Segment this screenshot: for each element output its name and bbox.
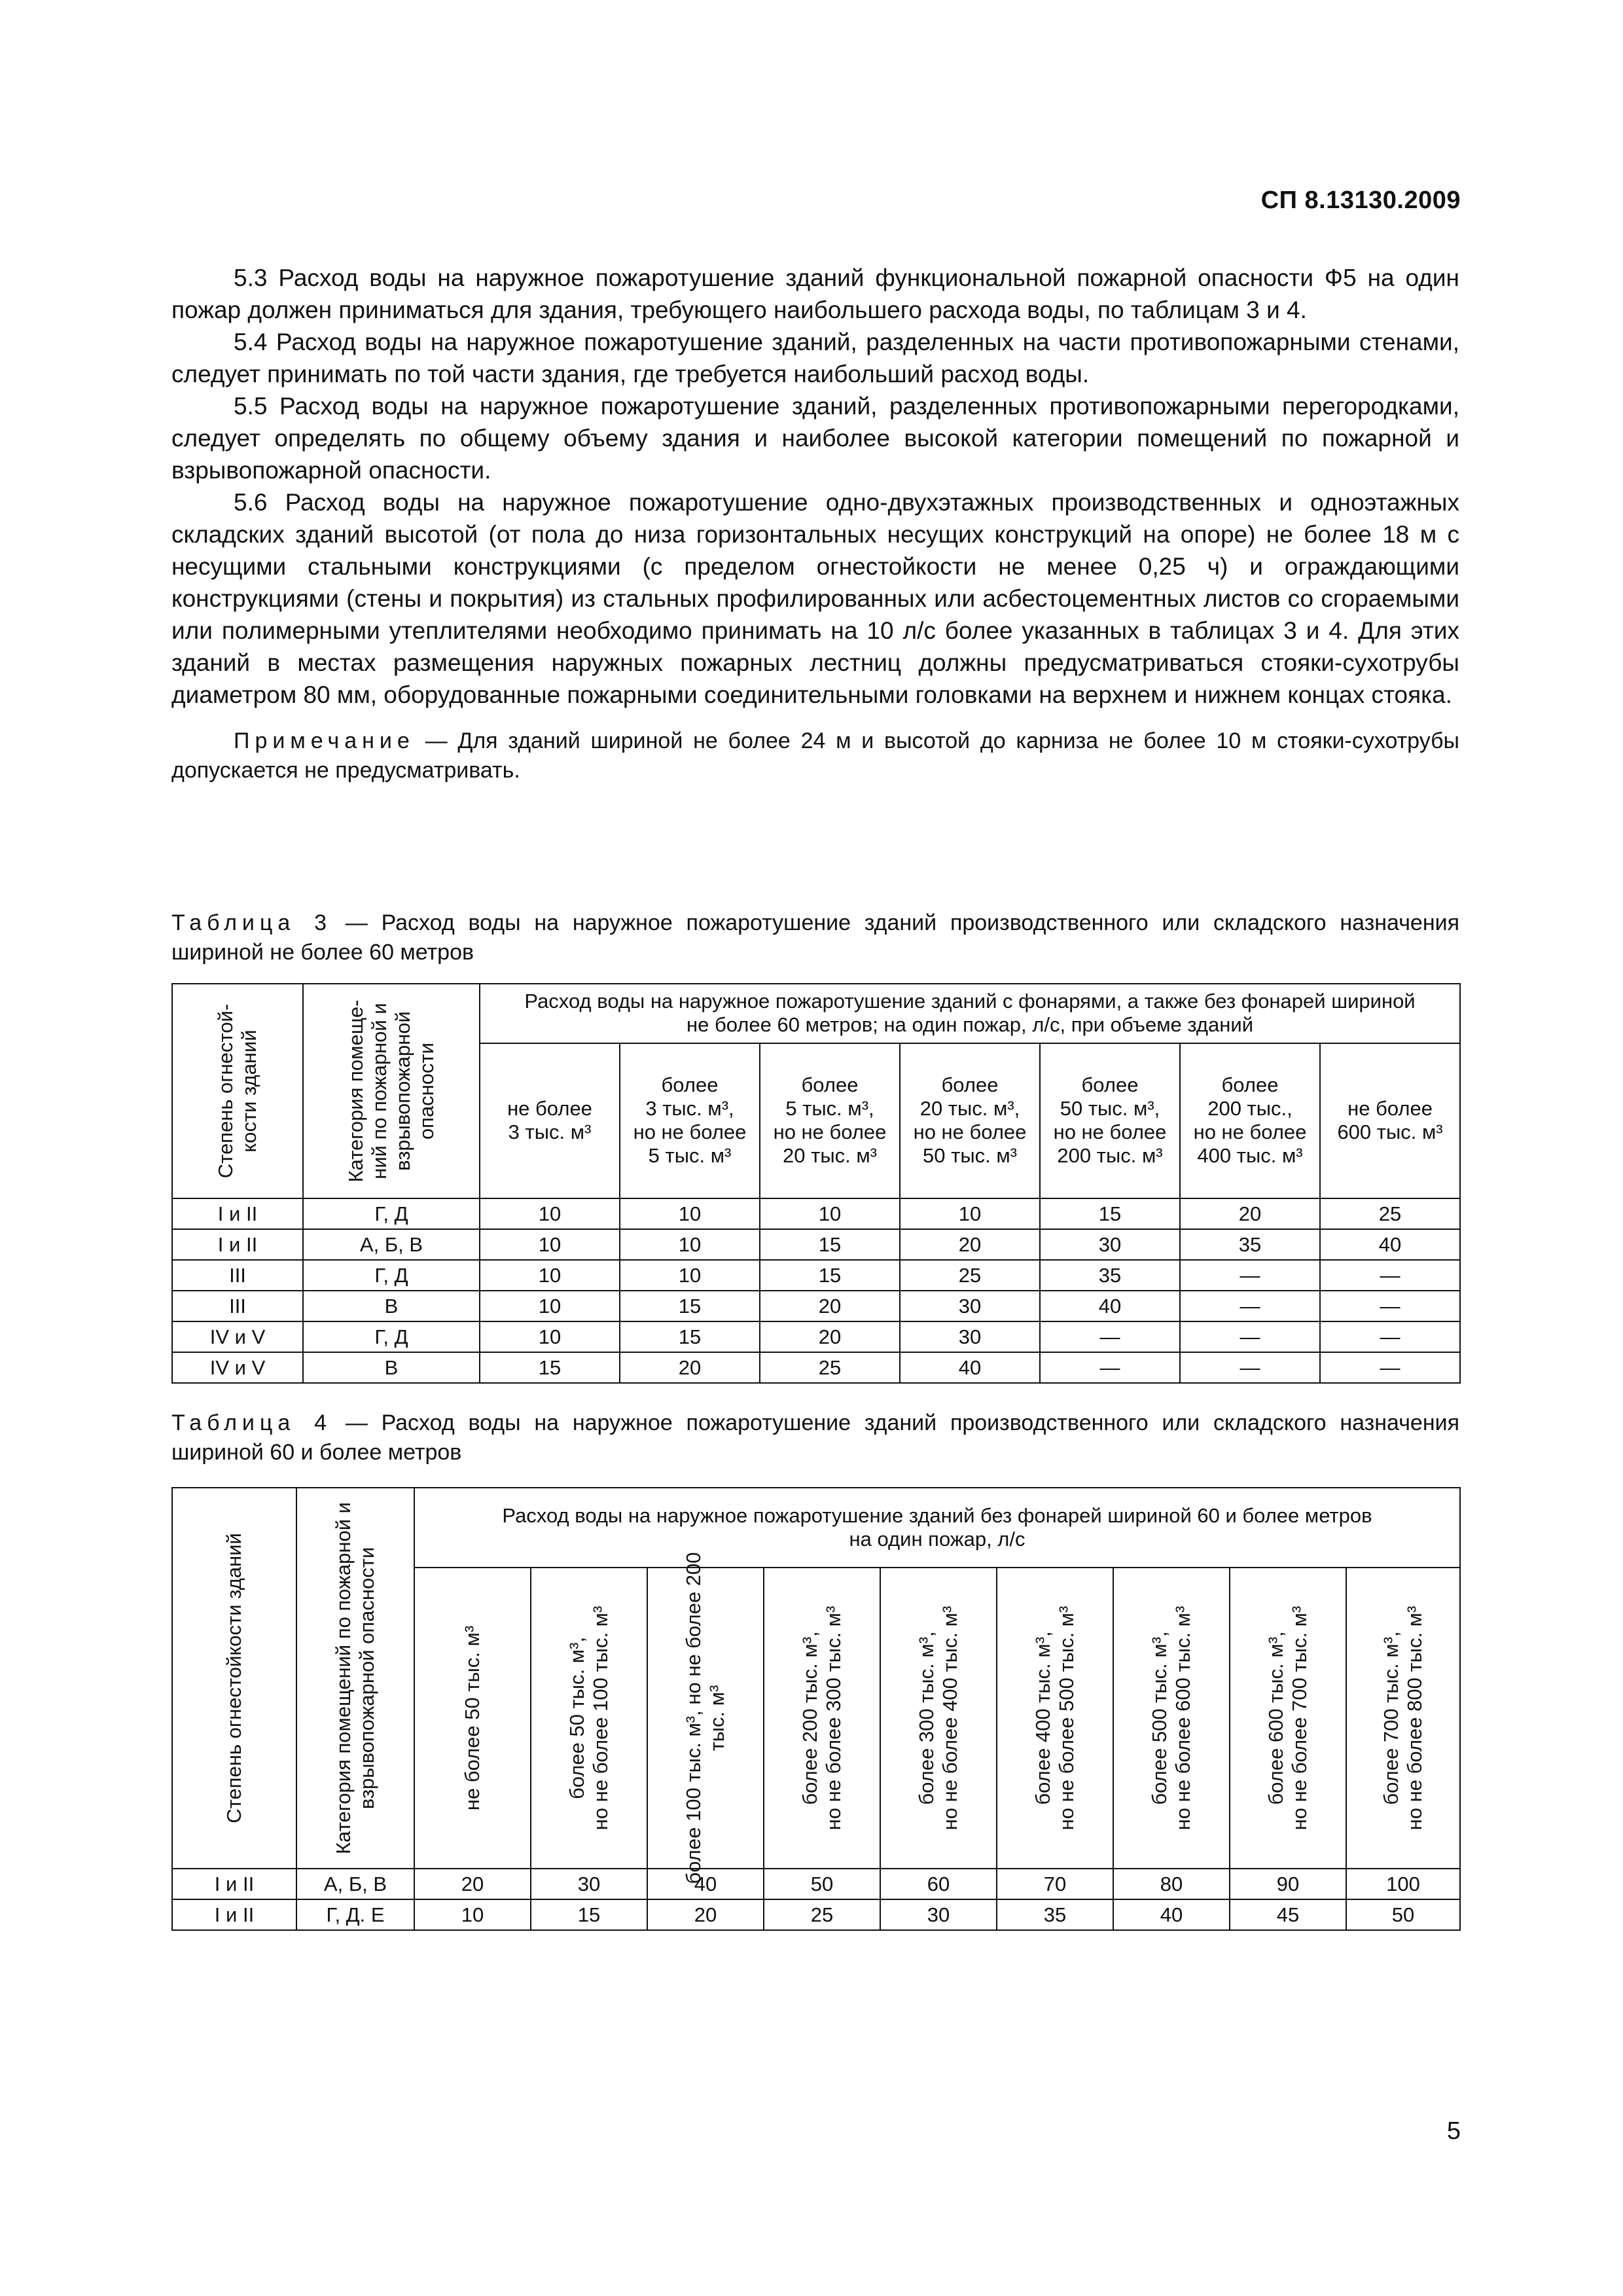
volume-header-line: но не более [773,1121,887,1144]
table3-caption-text: — Расход воды на наружное пожаротушение зданий производственного или складского назначения шириной не более 60 метров [171,910,1460,965]
volume-header-line: но не более [913,1121,1027,1144]
table-cell: — [1040,1352,1180,1383]
table4-volume-header [531,1568,647,1869]
volume-header-line: 20 тыс. м³, [919,1097,1020,1121]
table-cell: — [1320,1352,1460,1383]
group-header-line: на один пожар, л/с [849,1528,1026,1551]
table3-volume-header [760,1043,900,1198]
volume-header-line: более [661,1073,719,1097]
table-cell: 90 [1230,1869,1346,1899]
volume-header-line: более 200 тыс. м³, [798,1631,821,1805]
table-cell: Г, Д [303,1198,480,1229]
header-line: опасности [415,1042,438,1140]
table-cell: 10 [480,1260,620,1291]
volume-header-line: но не более 800 тыс. м³ [1403,1605,1426,1831]
table-cell: III [172,1291,303,1321]
table-cell: 30 [531,1869,647,1899]
table-cell: 50 [764,1869,880,1899]
table3-volume-header [480,1043,620,1198]
header-line: Категория помеще- [344,999,367,1183]
table4-header-category [296,1488,414,1869]
group-header-line: Расход воды на наружное пожаротушение зданий без фонарей шириной 60 и более метров [502,1504,1372,1527]
note-text: — Для зданий шириной не более 24 м и высотой до карниза не более 10 м стояки-сухотрубы допускается не предусматривать. [171,728,1459,783]
table-cell: 30 [1040,1229,1180,1260]
table-cell: А, Б, В [303,1229,480,1260]
header-line: ний по пожарной и [368,1003,391,1179]
table-cell: 10 [620,1260,760,1291]
table4-caption-label: Таблица 4 [171,1410,332,1435]
table-cell: III [172,1260,303,1291]
volume-header-line: более 400 тыс. м³, [1031,1631,1054,1805]
table4-volume-header [1230,1568,1346,1869]
volume-header-line: более 700 тыс. м³, [1380,1631,1402,1805]
table3-volume-header [1180,1043,1320,1198]
table-cell: 15 [620,1291,760,1321]
volume-header-line: 3 тыс. м³ [508,1121,592,1144]
table-cell: 20 [760,1291,900,1321]
volume-header-line: но не более 700 тыс. м³ [1288,1605,1311,1831]
table-cell: Г, Д [303,1321,480,1352]
table-cell: Г, Д [303,1260,480,1291]
table-cell: — [1180,1321,1320,1352]
table-cell: 40 [1040,1291,1180,1321]
table4-volume-header [414,1568,531,1869]
volume-header-line: более 500 тыс. м³, [1148,1631,1171,1805]
table-cell: 25 [1320,1198,1460,1229]
paragraph-5-5: 5.5 Расход воды на наружное пожаротушение зданий, разделенных противопожарными перегородками, следует определять по общему объему здания и наиболее высокой категории помещений по пожарной и взрывопожарной опасности. [171,393,1459,484]
table3-volume-header [1320,1043,1460,1198]
table3-volume-header [900,1043,1040,1198]
header-line: Степень огнестойкости зданий [223,1533,245,1823]
table4-volume-header [997,1568,1113,1869]
header-line: кости зданий [238,1030,260,1153]
table-cell: 10 [760,1198,900,1229]
note-label: Примечание [234,728,415,753]
table-cell: IV и V [172,1321,303,1352]
volume-header-line: не более [507,1097,592,1121]
group-header-line: не более 60 метров; на один пожар, л/с, при объеме зданий [687,1013,1254,1037]
note [171,726,1459,785]
table-cell: — [1180,1352,1320,1383]
table-row [172,1352,1460,1383]
table-cell: 35 [1180,1229,1320,1260]
volume-header-line: 5 тыс. м³, [785,1097,874,1121]
table-cell: — [1180,1291,1320,1321]
table-cell: 15 [760,1229,900,1260]
volume-header-line: но не более [633,1121,747,1144]
table-cell: 100 [1346,1869,1460,1899]
volume-header-line: но не более 300 тыс. м³ [822,1605,845,1831]
volume-header-line: не более 50 тыс. м³ [461,1625,484,1811]
table-cell: — [1320,1291,1460,1321]
table-cell: 10 [480,1198,620,1229]
volume-header-line: 50 тыс. м³, [1060,1097,1160,1121]
table3-volume-header [1040,1043,1180,1198]
volume-header-line: 5 тыс. м³ [648,1144,732,1168]
table-cell: 20 [1180,1198,1320,1229]
table-cell: 10 [480,1291,620,1321]
table-cell: IV и V [172,1352,303,1383]
table-cell: 20 [647,1899,764,1930]
table-cell: — [1180,1260,1320,1291]
volume-header-line: но не более [1193,1121,1307,1144]
table4 [171,1487,1461,1931]
volume-header-line: более [1081,1073,1139,1097]
table3-header-category [303,984,480,1198]
volume-header-line: не более [1347,1097,1433,1121]
table3-caption-label: Таблица 3 [171,910,332,935]
table4-volume-header [1346,1568,1460,1869]
table4-group-header [414,1488,1460,1568]
table4-volume-header [1113,1568,1230,1869]
table3 [171,983,1461,1384]
table-cell: 60 [880,1869,997,1899]
volume-header-line: более [1221,1073,1279,1097]
volume-header-line: но не более [1053,1121,1167,1144]
table-cell: 15 [760,1260,900,1291]
table-cell: 10 [480,1229,620,1260]
table-cell: 10 [620,1198,760,1229]
volume-header-line: тыс. м³ [705,1685,728,1751]
table-cell: 45 [1230,1899,1346,1930]
table-cell: 40 [1320,1229,1460,1260]
volume-header-line: 50 тыс. м³ [923,1144,1017,1168]
table-cell: — [1320,1260,1460,1291]
table-cell: 20 [620,1352,760,1383]
table3-header-fire-resistance [172,984,303,1198]
table-cell: 15 [1040,1198,1180,1229]
table-cell: 50 [1346,1899,1460,1930]
table-row [172,1291,1460,1321]
table-cell: — [1320,1321,1460,1352]
table-cell: 30 [900,1291,1040,1321]
volume-header-line: более 600 тыс. м³, [1264,1631,1287,1805]
table-cell: 35 [997,1899,1113,1930]
table-cell: 40 [647,1869,764,1899]
volume-header-line: более 300 тыс. м³, [915,1631,938,1805]
table-cell: 15 [531,1899,647,1930]
volume-header-line: 400 тыс. м³ [1197,1144,1303,1168]
table-cell: 15 [480,1352,620,1383]
table-cell: I и II [172,1869,296,1899]
volume-header-line: более 100 тыс. м³, но не более 200 [682,1552,705,1884]
paragraph-5-3: 5.3 Расход воды на наружное пожаротушение зданий функциональной пожарной опасности Ф5 на один пожар должен приниматься для здания, требующего наибольшего расхода воды, по таблицам 3 и 4. [171,264,1459,323]
table-row [172,1229,1460,1260]
table-cell: 35 [1040,1260,1180,1291]
table-row [172,1869,1460,1899]
volume-header-line: более [941,1073,999,1097]
table-cell: 15 [620,1321,760,1352]
table-cell: 20 [414,1869,531,1899]
table-row [172,1260,1460,1291]
volume-header-line: более 50 тыс. м³, [565,1636,588,1800]
table-cell: 40 [1113,1899,1230,1930]
volume-header-line: но не более 500 тыс. м³ [1055,1605,1078,1831]
volume-header-line: 200 тыс. м³ [1057,1144,1163,1168]
table-cell: 20 [760,1321,900,1352]
table-cell: I и II [172,1229,303,1260]
table-cell: 10 [900,1198,1040,1229]
table4-header-fire-resistance [172,1488,296,1869]
table3-caption [171,908,1459,967]
table4-caption [171,1408,1459,1467]
page-number: 5 [1446,2117,1461,2145]
table4-volume-header [880,1568,997,1869]
table3-group-header [480,984,1460,1043]
table4-caption-text: — Расход воды на наружное пожаротушение зданий производственного или складского назначения шириной 60 и более метров [171,1410,1460,1465]
table-row [172,1198,1460,1229]
table-cell: В [303,1291,480,1321]
table-row [172,1899,1460,1930]
group-header-line: Расход воды на наружное пожаротушение зданий с фонарями, а также без фонарей шириной [524,990,1416,1013]
volume-header-line: 200 тыс., [1207,1097,1293,1121]
table-cell: 40 [900,1352,1040,1383]
table-cell: 25 [760,1352,900,1383]
table-cell: А, Б, В [296,1869,414,1899]
document-code: СП 8.13130.2009 [1260,187,1461,214]
header-line: Категория помещений по пожарной и [332,1501,355,1855]
table-cell: В [303,1352,480,1383]
header-line: взрывопожарной [391,1011,414,1171]
volume-header-line: более [801,1073,859,1097]
table-cell: — [1040,1321,1180,1352]
header-line: Степень огнестой- [214,1003,237,1179]
paragraph-5-4: 5.4 Расход воды на наружное пожаротушение зданий, разделенных на части противопожарными стенами, следует принимать по той части здания, где требуется наибольший расход воды. [171,329,1459,387]
table-cell: 25 [764,1899,880,1930]
table-cell: 25 [900,1260,1040,1291]
table-cell: 30 [880,1899,997,1930]
table-cell: Г, Д. Е [296,1899,414,1930]
table-cell: 20 [900,1229,1040,1260]
paragraph-5-6: 5.6 Расход воды на наружное пожаротушение одно-двухэтажных производственных и одноэтажных складских зданий высотой (от пола до низа горизонтальных несущих конструкций на опоре) не более 18 м с несущими стальными конструкциями (с пределом огнестойкости не менее 0,25 ч) и ограждающими конструкциями (стены и покрытия) из стальных профилированных или асбестоцементных листов со сгораемыми или полимерными утеплителями необходимо принимать на 10 л/с более указанных в таблицах 3 и 4. Для этих зданий в местах размещения наружных пожарных лестниц должны предусматриваться стояки-сухотрубы диаметром 80 мм, оборудованные пожарными соединительными головками на верхнем и нижнем концах стояка. [171,489,1459,708]
body-text [171,262,1459,785]
table-cell: 10 [414,1899,531,1930]
volume-header-line: 20 тыс. м³ [783,1144,877,1168]
table-row [172,1321,1460,1352]
table3-volume-header [620,1043,760,1198]
volume-header-line: но не более 400 тыс. м³ [938,1605,961,1831]
table-cell: 80 [1113,1869,1230,1899]
table-cell: I и II [172,1899,296,1930]
volume-header-line: но не более 600 тыс. м³ [1171,1605,1194,1831]
volume-header-line: но не более 100 тыс. м³ [589,1605,612,1831]
table-cell: 70 [997,1869,1113,1899]
header-line: взрывопожарной опасности [355,1547,378,1810]
volume-header-line: 600 тыс. м³ [1337,1121,1443,1144]
table-cell: I и II [172,1198,303,1229]
table-cell: 10 [620,1229,760,1260]
table-cell: 30 [900,1321,1040,1352]
table-cell: 10 [480,1321,620,1352]
volume-header-line: 3 тыс. м³, [645,1097,734,1121]
table4-volume-header [764,1568,880,1869]
